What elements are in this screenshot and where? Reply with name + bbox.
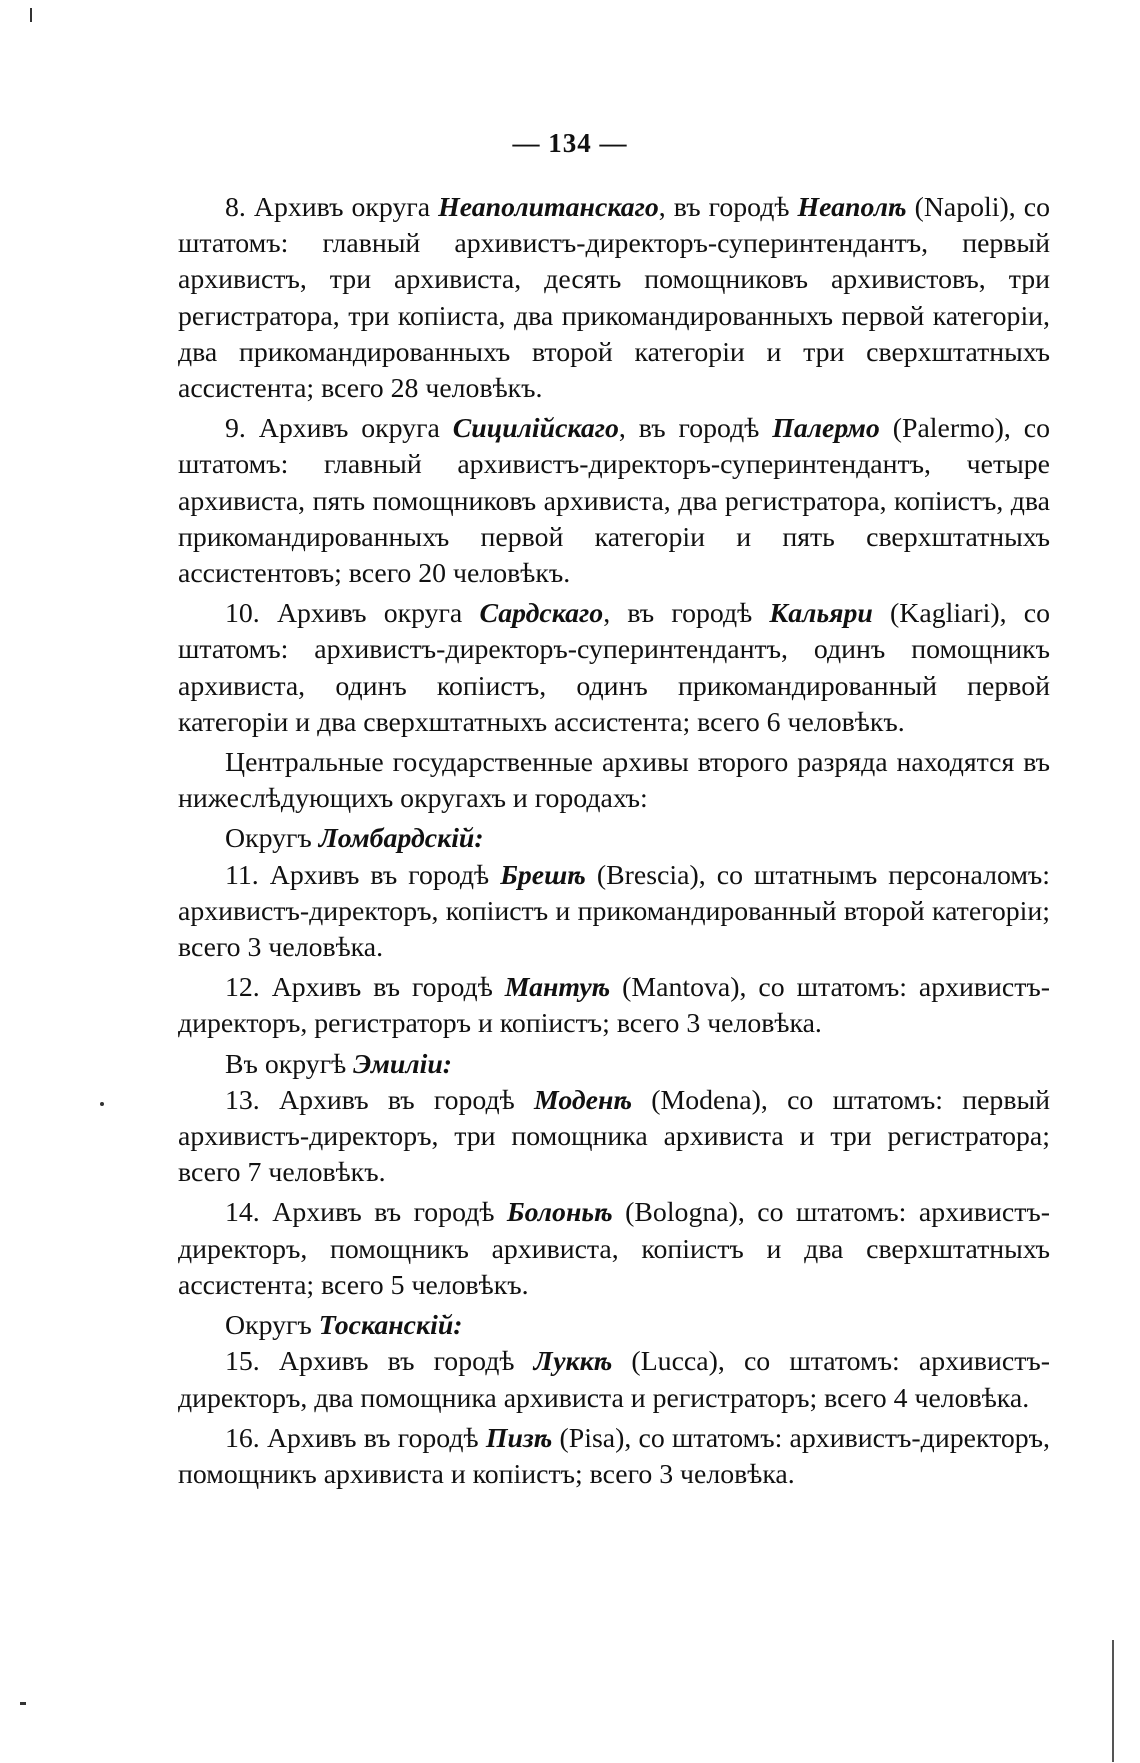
paragraph-lead: 8. Архивъ округа bbox=[225, 192, 439, 223]
page-text bbox=[178, 190, 1050, 1493]
paragraph-body: (Palermo), со штатомъ: главный архивистъ-директоръ-суперинтендантъ, четыре архивиста, пять помощниковъ архивиста, два регистратора, копіистъ, два прикомандированныхъ первой категоріи и пять сверхштатныхъ ассистентовъ; всего 20 человѣкъ. bbox=[178, 413, 1050, 590]
district-lead: Округъ bbox=[225, 823, 319, 855]
district-name: Неаполитанскаго bbox=[438, 192, 659, 223]
scan-speck bbox=[1112, 1640, 1114, 1762]
district-heading-lombardy bbox=[178, 821, 1050, 857]
paragraph-8 bbox=[178, 190, 1050, 407]
paragraph-14 bbox=[178, 1195, 1050, 1304]
paragraph-body: (Modena), со штатомъ: первый архивистъ-директоръ, три помощника архивиста и три регистратора; всего 7 человѣкъ. bbox=[178, 1084, 1050, 1189]
paragraph-lead: 14. Архивъ въ городѣ bbox=[225, 1197, 507, 1229]
paragraph-10 bbox=[178, 596, 1050, 741]
city-name: Мантуѣ bbox=[504, 972, 611, 1004]
paragraph-16 bbox=[178, 1421, 1050, 1493]
paragraph-body: (Pisa), со штатомъ: архивистъ-директоръ, помощникъ архивиста и копіистъ; всего 3 человѣка. bbox=[178, 1422, 1050, 1490]
paragraph-body: (Napoli), со штатомъ: главный архивистъ-директоръ-суперинтендантъ, первый архивистъ, три архивиста, десять помощниковъ архивистовъ, три регистратора, три копіиста, два прикомандированныхъ первой категоріи, два прикомандированныхъ второй категоріи и три сверхштатныхъ ассистента; всего 28 человѣкъ. bbox=[178, 192, 1050, 405]
district-name: Ломбардскій: bbox=[318, 823, 484, 855]
district-heading-emilia bbox=[178, 1047, 1050, 1083]
page-number: — 134 — bbox=[512, 128, 628, 158]
paragraph-lead: 15. Архивъ въ городѣ bbox=[225, 1346, 534, 1378]
paragraph-second-rank-intro bbox=[178, 745, 1050, 817]
city-name: Болоньѣ bbox=[506, 1197, 613, 1229]
paragraph-lead: 11. Архивъ въ городѣ bbox=[225, 859, 501, 891]
paragraph-lead: 12. Архивъ въ городѣ bbox=[225, 972, 505, 1004]
city-name: Моденѣ bbox=[534, 1084, 632, 1116]
paragraph-lead: 10. Архивъ округа bbox=[225, 598, 480, 630]
scan-speck bbox=[100, 1102, 104, 1106]
paragraph-mid: , въ городѣ bbox=[658, 192, 798, 223]
paragraph-body: (Bologna), со штатомъ: архивистъ-директоръ, помощникъ архивиста, копіистъ и два сверхштатныхъ ассистента; всего 5 человѣкъ. bbox=[178, 1197, 1050, 1301]
paragraph-lead: 13. Архивъ въ городѣ bbox=[225, 1084, 535, 1116]
city-name: Кальяри bbox=[769, 598, 873, 630]
paragraph-lead: 16. Архивъ въ городѣ bbox=[225, 1422, 486, 1454]
city-name: Палермо bbox=[772, 413, 880, 445]
district-lead: Въ округѣ bbox=[225, 1048, 354, 1080]
city-name: Пизѣ bbox=[485, 1422, 553, 1454]
district-heading-tuscany bbox=[178, 1308, 1050, 1344]
district-name: Сардскаго bbox=[479, 598, 604, 630]
paragraph-body: (Kagliari), со штатомъ: архивистъ-директоръ-суперинтендантъ, одинъ помощникъ архивиста, одинъ копіистъ, одинъ прикомандированный первой категоріи и два сверхштатныхъ ассистента; всего 6 человѣкъ. bbox=[178, 598, 1050, 738]
paragraph-lead: 9. Архивъ округа bbox=[225, 413, 453, 445]
scan-speck bbox=[30, 8, 32, 22]
paragraph-body: (Lucca), со штатомъ: архивистъ-директоръ, два помощника архивиста и регистраторъ; всего 4 человѣка. bbox=[178, 1346, 1050, 1414]
city-name: Неаполѣ bbox=[797, 192, 907, 223]
paragraph-12 bbox=[178, 970, 1050, 1042]
paragraph-11 bbox=[178, 858, 1050, 967]
district-name: Сицилійскаго bbox=[452, 413, 619, 445]
district-name: Эмиліи: bbox=[353, 1048, 453, 1080]
city-name: Луккѣ bbox=[533, 1346, 613, 1378]
paragraph-body: (Mantova), со штатомъ: архивистъ-директоръ, регистраторъ и копіистъ; всего 3 человѣка. bbox=[178, 972, 1050, 1040]
paragraph-15 bbox=[178, 1344, 1050, 1416]
paragraph-13 bbox=[178, 1083, 1050, 1192]
paragraph-mid: , въ городѣ bbox=[618, 413, 773, 445]
scan-speck bbox=[20, 1702, 26, 1705]
paragraph-9 bbox=[178, 411, 1050, 592]
city-name: Брешѣ bbox=[500, 859, 586, 891]
paragraph-body: Центральные государственные архивы второго разряда находятся въ нижеслѣдующихъ округахъ и городахъ: bbox=[178, 747, 1050, 815]
paragraph-mid: , въ городѣ bbox=[603, 598, 770, 630]
district-lead: Округъ bbox=[225, 1310, 319, 1342]
district-name: Тосканскій: bbox=[318, 1310, 463, 1342]
paragraph-body: (Brescia), со штатнымъ персоналомъ: архивистъ-директоръ, копіистъ и прикомандированный второй категоріи; всего 3 человѣка. bbox=[178, 859, 1050, 964]
